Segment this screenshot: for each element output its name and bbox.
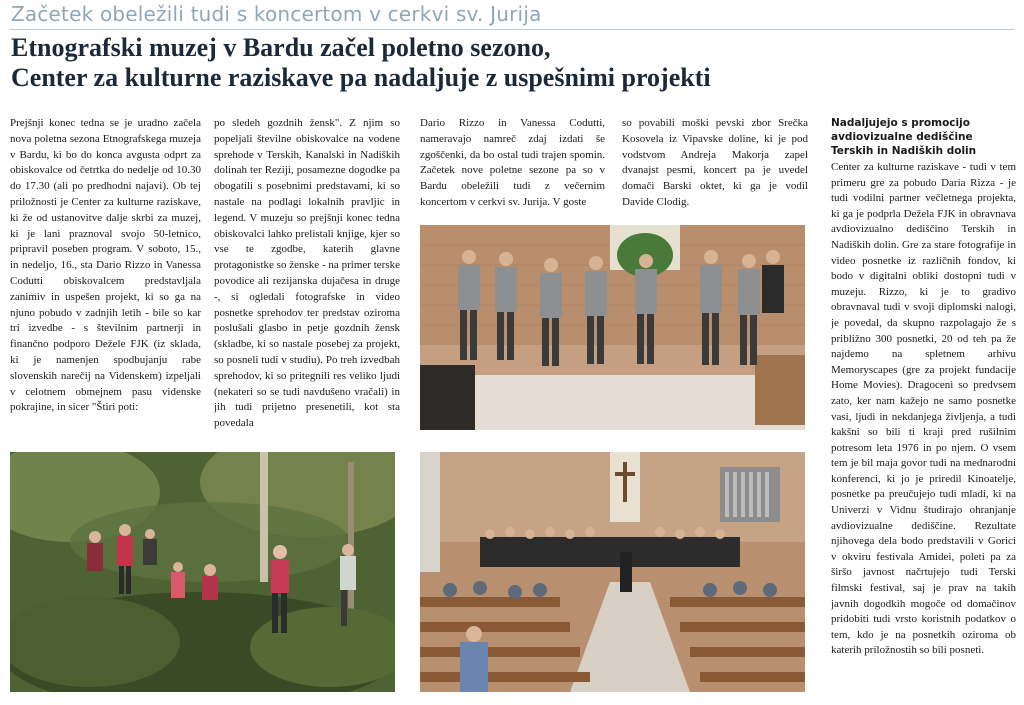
column-2-text: po sledeh gozdnih žensk". Z njim so popeljali številne obiskovalce na vodene sprehode v Terskih, Kanalski in Nadiških dolinah ter Reziji, posamezne dogodke pa obogatili s posebnimi predstavami, ki so nastale na podlagi lokalnih pravljic in legend. V muzeju so prejšnji konec tedna obiskovalci lahko prelistali knjige, kjer so vse te zgodbe, katerih glavne protagonistke so ženske - na primer terske povodice ali rezijanska dujačesa in druge -, si ogledali fotografske in video posnetke sprehodov ter predstav oziroma poslušali glasbo in petje gozdnih žensk (skladbe, ki so nastale posebej za projekt, so posneli tudi v studiu). Po treh izvedbah sprehodov, ki so pritegnili res veliko ljudi (nekateri so se tudi navdušeno vračali) in jih tudi prijetno presenetili, kot sta povedala xyxy=(214,117,400,430)
article-column-4 xyxy=(622,116,808,216)
article-headline xyxy=(11,33,1011,93)
article-column-3 xyxy=(420,116,605,216)
church-concert-photo xyxy=(420,452,805,692)
section-kicker: Začetek obeležili tudi s koncertom v cerkvi sv. Jurija xyxy=(11,2,542,26)
headline-line-1: Etnografski muzej v Bardu začel poletno sezono, xyxy=(11,33,551,62)
sidebar-box xyxy=(831,116,1016,696)
column-3-text: Dario Rizzo in Vanessa Codutti, nameravajo namreč zdaj izdati še zgoščenki, da bo ostal tudi trajen spomin. Začetek nove poletne sezone pa so v Bardu obeležili tudi z večernim koncertom v cerkvi sv. Jurija. V goste xyxy=(420,117,605,208)
article-column-2 xyxy=(214,116,400,448)
sidebar-text: Center za kulturne raziskave - tudi v tem primeru gre za pobudo Daria Rizza - je tudi vodilni partner večletnega projekta, ki ga je podprla Dežela FJK in obravnava avdiovizualno dediščino Terskih in Nadiških dolin. Gre za stare fotografije in video posnetke iz različnih fondov, ki bodo v digitalni obliki dostopni tudi v muzeju. Rizzo, ki je to gradivo obravnaval tudi v svoji diplomski nalogi, je povedal, da skupno razpolagajo že s približno 300 posnetki, 20 od teh pa že najdemo na spletnem arhivu Memoryscapes (gre za projekt fundacije Home Movies). Dragoceni so predvsem zato, ker nam kažejo ne samo posnetke vasi, ljudi in nekdanjega življenja, a tudi kakšni so bili ti kraji pred rušilnim potresom leta 1976 in po njem. O vsem tem je bil maja govor tudi na mednarodni konferenci, ki jo je priredil Kinoatelje, posnetke pa preučujejo tudi mladi, ki na Univerzi v Vidnu študirajo ohranjanje avdiovizualne dediščine. Rezultate njihovega dela bodo predstavili v Gorici v okviru festivala Amidei, poleti pa za širšo javnost načrtujejo tudi Terski filmski festival, saj je prav na takih javnih dogodkih mogoče od domačinov pridobiti tudi vrsto koristnih podatkov o tem, kdo je na posnetkih oziroma ob katerih priložnostih so bili posneti. xyxy=(831,161,1016,657)
forest-walk-photo xyxy=(10,452,395,692)
kicker-divider xyxy=(10,29,1014,30)
article-column-1 xyxy=(10,116,201,448)
headline-line-2: Center za kulturne raziskave pa nadaljuje z uspešnimi projekti xyxy=(11,63,711,92)
sidebar-title: Nadaljujejo s promocijo avdiovizualne dediščine Terskih in Nadiških dolin xyxy=(831,117,977,157)
column-4-text: so povabili moški pevski zbor Srečka Kosovela iz Vipavske doline, ki je pod vodstvom Andreja Makorja zapel dvanajst pesmi, koncert pa je uvedel domači Barski oktet, ki ga je vodil Davide Clodig. xyxy=(622,117,808,208)
choir-photo-1 xyxy=(420,225,805,430)
column-1-text: Prejšnji konec tedna se je uradno začela nova poletna sezona Etnografskega muzeja v Bardu, ki bo do konca avgusta odprt za obiskovalce od četrtka do nedelje od 10.30 do 17.30 (ali po predhodni najavi). Ob tej priložnosti je Center za kulturne raziskave, ki že od ustanovitve dalje skrbi za muzej, ki je lani praznoval svojo 50-letnico, pripravil poseben program. V soboto, 15., in nedeljo, 16., sta Dario Rizzo in Vanessa Codutti obiskovalcem predstavljala zanimiv in uspešen projekt, ki so ga na njuno pobudo v zadnjih letih - bile so kar tri izvedbe - s številnim partnerji in finančno podporo Dežele FJK (iz sklada, ki je namenjen spodbujanju rabe slovenskih narečij na Videnskem) izpeljali v celotnem obmejnem pasu videnske pokrajine, in sicer "Štiri poti: xyxy=(10,117,201,414)
